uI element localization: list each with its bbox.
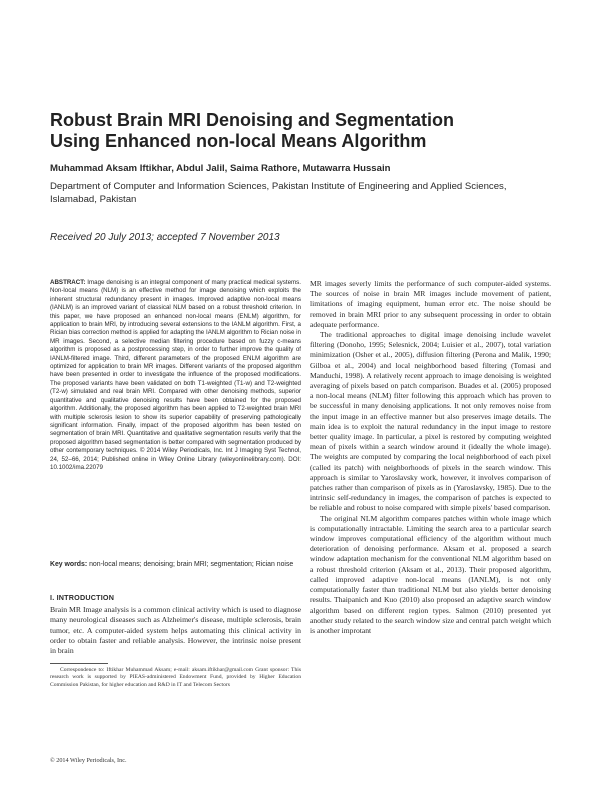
- author-list: Muhammad Aksam Iftikhar, Abdul Jalil, Saima Rathore, Mutawarra Hussain: [50, 163, 391, 174]
- abstract-text: Image denoising is an integral component of many practical medical systems. Non-local means (NLM) is an effective method for image denoising which exploits the inherent structural redundancy present in images. Improved adaptive non-local means (IANLM) is an improved variant of classical NLM based on a robust threshold criterion. In this paper, we have proposed an enhanced non-local means (ENLM) algorithm, for application to brain MRI, by introducing several extensions to the IANLM algorithm. First, a Rician bias correction method is applied for adapting the IANLM algorithm to Rician noise in MR images. Second, a selective median filtering procedure based on fuzzy c-means algorithm is proposed as a postprocessing step, in order to further improve the quality of IANLM-filtered image. Third, different parameters of the proposed ENLM algorithm are optimized for application to brain MR images. Different variants of the proposed algorithm have been presented in order to investigate the influence of the proposed modifications. The proposed variants have been validated on both T1-weighted (T1-w) and T2-weighted (T2-w) simulated and real brain MRI. Compared with other denoising methods, superior quantitative and qualitative denoising results have been obtained for the proposed algorithm. Additionally, the proposed algorithm has been applied to T2-weighted brain MRI with multiple sclerosis lesion to show its superior capability of preserving pathologically significant information. Finally, impact of the proposed algorithm has been tested on segmentation of brain MRI. Quantitative and qualitative segmentation results verify that the proposed algorithm based segmentation is better compared with segmentation produced by other contemporary techniques.: [50, 279, 301, 455]
- section-heading-introduction: I. INTRODUCTION: [50, 593, 115, 602]
- affiliation: Department of Computer and Information Sciences, Pakistan Institute of Engineering and Applied Sciences, Islamabad, Pakistan: [50, 181, 507, 205]
- paragraph: The original NLM algorithm compares patches within whole image which is computationally intractable. Limiting the search area to a particular search window improves computational efficiency of the algorithm without much deterioration of denoising performance. Aksam et al. proposed a search window adaptation mechanism for the conventional NLM algorithm based on a robust threshold criterion (Aksam et al., 2013). Their proposed algorithm, called improved adaptive non-local means (IANLM), is not only computationally faster than traditional NLM but also yields better denoising results. Thaipanich and Kuo (2010) also proposed an adaptive search window algorithm based on different region types. Salmon (2010) presented yet another study related to the search window size and central patch weight which is another improtant: [310, 513, 551, 635]
- received-date: Received 20 July 2013; accepted 7 November 2013: [50, 232, 280, 243]
- keywords-label: Key words:: [50, 561, 88, 568]
- introduction-text: Brain MR Image analysis is a common clinical activity which is used to diagnose many neurological diseases such as Alzheimer's disease, multiple sclerosis, brain tumor, etc. A computer-aided system helps automating this clinical activity in order to obtain faster and reliable analysis. However, the intrinsic noise present in brain: [50, 605, 301, 656]
- copyright-notice: © 2014 Wiley Periodicals, Inc.: [50, 757, 127, 764]
- footnote: Correspondence to: Iftikhar Muhammad Aksam; e-mail: aksam.iftikhar@gmail.com Grant sponsor: This research work is supported by PIEAS-administered Endowment Fund, provided by Higher Education Commission Pakistan, for higher education and R&D in IT and Telecom Sectors: [50, 667, 301, 688]
- abstract-label: ABSTRACT:: [50, 279, 86, 286]
- paragraph: MR images severly limits the performance of such computer-aided systems. The sources of noise in brain MR images include movement of patient, limitations of imaging equipment, human error etc. The noise should be removed in brain MRI prior to any subsequent processing in order to obtain adequate performance.: [310, 279, 551, 329]
- right-column: [310, 279, 551, 636]
- paper-title: Robust Brain MRI Denoising and Segmentation Using Enhanced non-local Means Algorithm: [50, 110, 455, 151]
- paragraph: The traditional approaches to digital image denoising include wavelet filtering (Donoho, 1995; Selesnick, 2004; Luisier et al., 2007), total variation minimization (Osher et al., 2005), diffusion filtering (Perona and Malik, 1990; Gilboa et al., 2004) and local neighborhood based filtering (Tomasi and Manduchi, 1998). A relatively recent approach to image denoising is weighted averaging of pixels based on patch comparison. Buades et al. (2005) proposed a non-local means (NLM) filter following this approach which has proven to be successful in many denoising applications. It not only removes noise from the input image in an effective manner but also preserves image details. The main idea is to exploit the natural redundancy in the input image to restore better quality image. In particular, a pixel is restored by computing weighted mean of pixels within a search window around it (ideally the whole image). The weights are computed by comparing the local neighborhood of each pixel (called its patch) with neighborhoods of pixels in the search window. This approach is similar to Yaroslavsky work, however, it involves comparison of patches rather than comparison of pixels as in (Yaroslavsky, 1985). Due to the intrinsic self-redundancy in images, the comparison of patches is expected to be reliable and robust to noise compared with simple pixels' based comparison.: [310, 330, 551, 513]
- abstract-block: [50, 279, 301, 472]
- footnote-divider: [50, 663, 108, 664]
- keywords-text: non-local means; denoising; brain MRI; segmentation; Rician noise: [89, 561, 294, 568]
- abstract-citation: © 2014 Wiley Periodicals, Inc. Int J Imaging Syst Technol, 24, 52–66, 2014; Published online in Wiley Online Library (wileyonlinelibrary.com). DOI: 10.1002/ima.22079: [50, 447, 301, 471]
- keywords-block: [50, 560, 301, 569]
